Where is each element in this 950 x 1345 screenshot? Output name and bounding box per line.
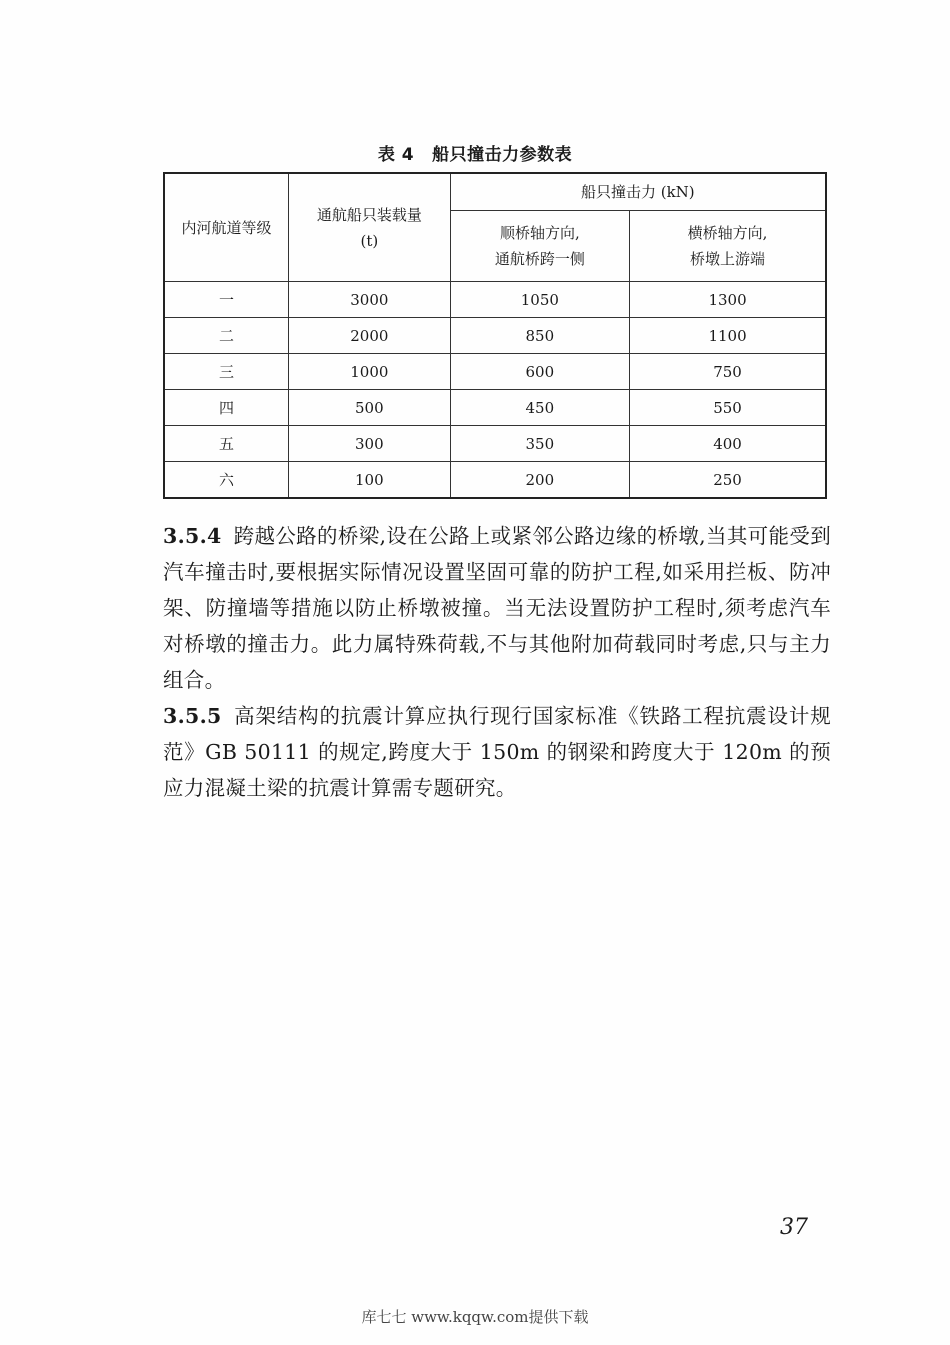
table-cell: 550 <box>630 390 826 426</box>
table-caption-number: 表 4 <box>377 145 415 165</box>
table-cell: 二 <box>164 318 289 354</box>
table-cell: 一 <box>164 282 289 318</box>
table-header-row <box>164 173 826 211</box>
table-caption <box>0 140 950 165</box>
table-cell: 250 <box>630 462 826 499</box>
header-along-line1: 顺桥轴方向, <box>499 224 580 242</box>
header-along-bridge-axis <box>450 211 629 282</box>
clause-3-5-4 <box>163 518 831 698</box>
table-cell: 三 <box>164 354 289 390</box>
clause-number: 3.5.4 <box>163 524 222 548</box>
table-row <box>164 390 826 426</box>
table-cell: 3000 <box>289 282 451 318</box>
table-cell: 1000 <box>289 354 451 390</box>
table-cell: 1050 <box>450 282 629 318</box>
clause-text: 高架结构的抗震计算应执行现行国家标准《铁路工程抗震设计规范》GB 50111 的规定,跨度大于 150m 的钢梁和跨度大于 120m 的预应力混凝土梁的抗震计算需专题研究。 <box>163 704 831 800</box>
header-ship-load-label: 通航船只装载量 <box>316 205 422 224</box>
clause-3-5-5 <box>163 698 831 806</box>
header-ship-load-unit: (t) <box>360 231 379 250</box>
table-cell: 500 <box>289 390 451 426</box>
table-row <box>164 462 826 499</box>
table-cell: 100 <box>289 462 451 499</box>
table-cell: 850 <box>450 318 629 354</box>
ship-collision-table <box>163 172 827 499</box>
table-cell: 1300 <box>630 282 826 318</box>
table-cell: 1100 <box>630 318 826 354</box>
clause-number: 3.5.5 <box>163 704 222 728</box>
header-across-line1: 横桥轴方向, <box>687 224 768 242</box>
table-cell: 六 <box>164 462 289 499</box>
clause-text: 跨越公路的桥梁,设在公路上或紧邻公路边缘的桥墩,当其可能受到汽车撞击时,要根据实际情况设置坚固可靠的防护工程,如采用拦板、防冲架、防撞墙等措施以防止桥墩被撞。当无法设置防护工程时,须考虑汽车对桥墩的撞击力。此力属特殊荷载,不与其他附加荷载同时考虑,只与主力组合。 <box>163 524 831 692</box>
table-cell: 600 <box>450 354 629 390</box>
header-waterway-grade: 内河航道等级 <box>164 173 289 282</box>
header-collision-force: 船只撞击力 (kN) <box>450 173 826 211</box>
table-row <box>164 354 826 390</box>
page-number: 37 <box>780 1215 808 1240</box>
header-ship-load <box>289 173 451 282</box>
header-along-line2: 通航桥跨一侧 <box>494 250 585 268</box>
table-cell: 四 <box>164 390 289 426</box>
table-cell: 400 <box>630 426 826 462</box>
table-cell: 300 <box>289 426 451 462</box>
table-row <box>164 426 826 462</box>
table-cell: 350 <box>450 426 629 462</box>
table-cell: 五 <box>164 426 289 462</box>
download-footer: 库七七 www.kqqw.com提供下载 <box>361 1308 589 1326</box>
header-across-line2: 桥墩上游端 <box>690 250 766 268</box>
table-caption-title: 船只撞击力参数表 <box>432 145 573 165</box>
table-cell: 2000 <box>289 318 451 354</box>
table-cell: 200 <box>450 462 629 499</box>
header-across-bridge-axis <box>630 211 826 282</box>
table-cell: 750 <box>630 354 826 390</box>
table-cell: 450 <box>450 390 629 426</box>
table-row <box>164 318 826 354</box>
table-row <box>164 282 826 318</box>
